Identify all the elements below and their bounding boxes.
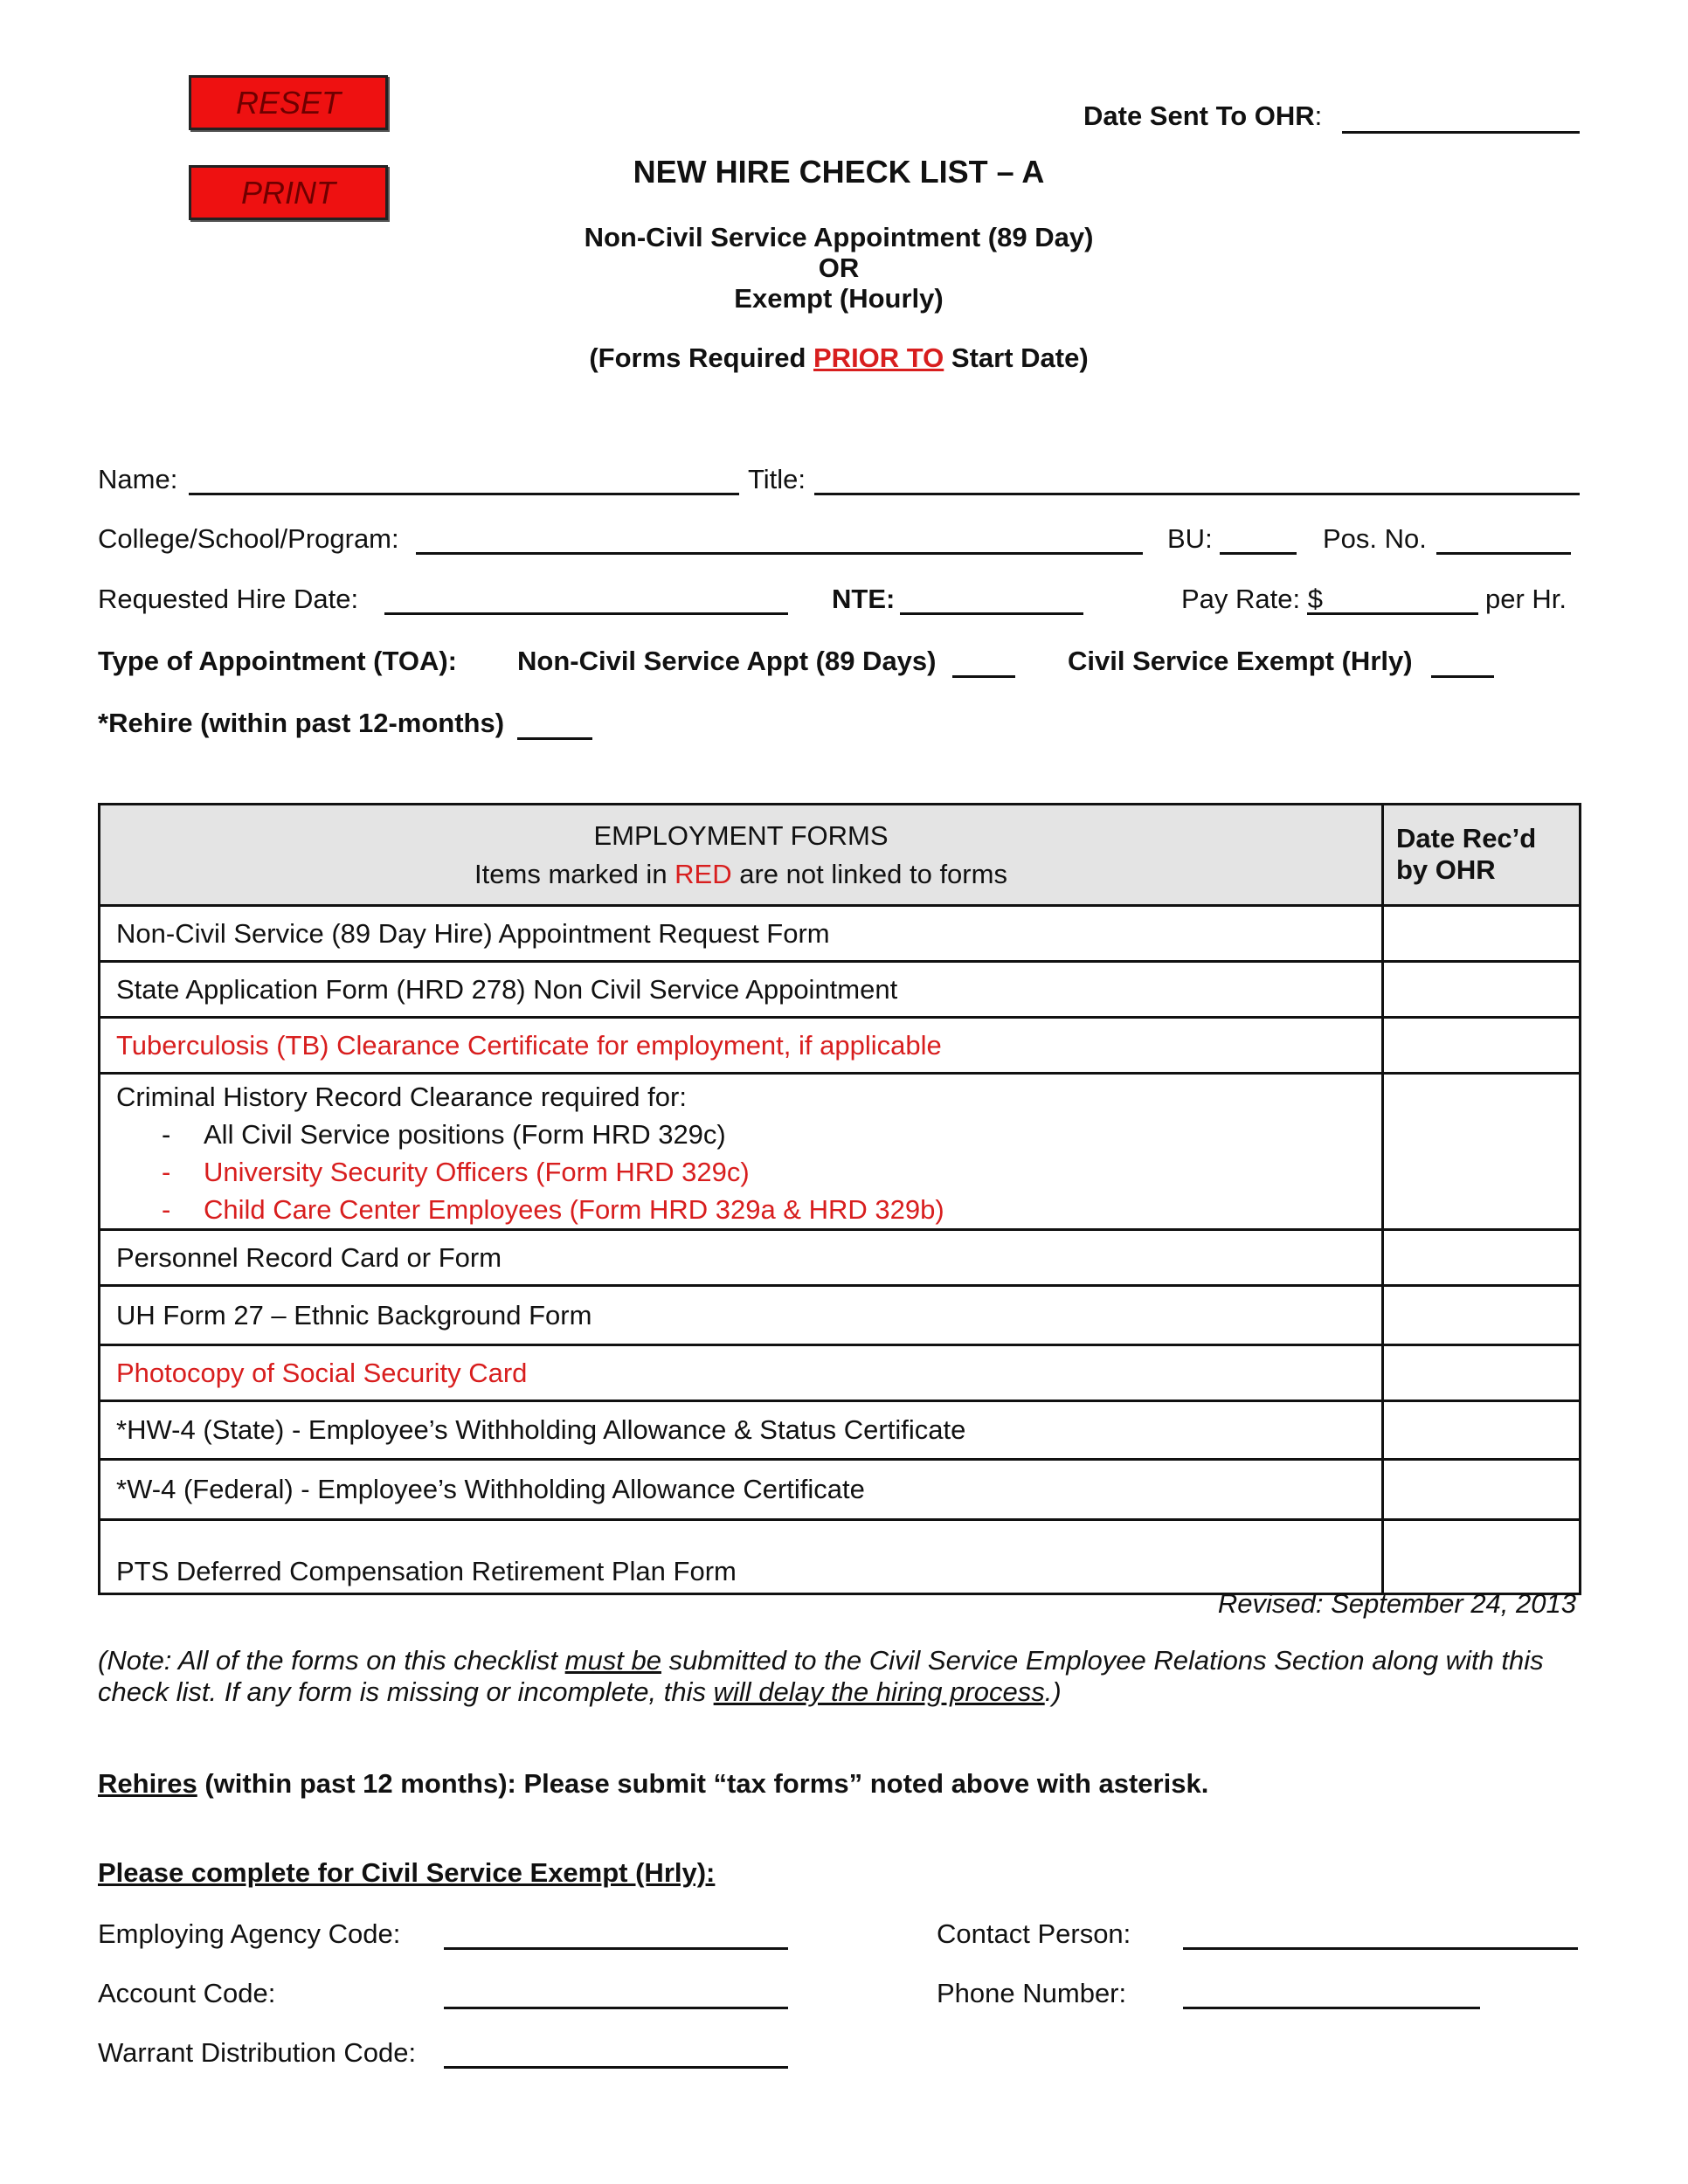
prior-to-text: PRIOR TO — [813, 342, 944, 373]
table-row — [100, 906, 1581, 962]
phone-number-label: Phone Number: — [937, 1978, 1127, 2008]
table-row — [100, 1460, 1581, 1520]
form-item-uh-form-27: UH Form 27 – Ethnic Background Form — [100, 1286, 1383, 1345]
date-sent-field[interactable] — [1342, 96, 1583, 133]
date-received-cell[interactable] — [1383, 1230, 1581, 1286]
date-sent-label: Date Sent To OHR: — [1083, 100, 1323, 131]
warrant-code-label: Warrant Distribution Code: — [98, 2037, 417, 2068]
bu-label: BU: — [1167, 523, 1213, 554]
date-received-cell[interactable] — [1383, 1345, 1581, 1401]
forms-header-sub: Items marked in RED are not linked to forms — [474, 858, 1007, 889]
phone-number-underline — [1183, 2007, 1480, 2009]
reset-button[interactable]: RESET — [189, 75, 388, 130]
agency-code-underline — [444, 1947, 788, 1950]
table-row — [100, 1401, 1581, 1460]
college-label: College/School/Program: — [98, 523, 399, 554]
table-row — [100, 1345, 1581, 1401]
date-received-cell[interactable] — [1383, 1460, 1581, 1520]
rehires-instruction: Rehires (within past 12 months): Please submit “tax forms” noted above with asterisk. — [98, 1768, 1209, 1799]
warrant-code-underline — [444, 2066, 788, 2069]
nte-field[interactable] — [900, 577, 1087, 614]
form-item-criminal-history — [100, 1074, 1383, 1230]
date-received-cell[interactable] — [1383, 1286, 1581, 1345]
revised-date: Revised: September 24, 2013 — [1217, 1588, 1576, 1619]
pos-no-label: Pos. No. — [1323, 523, 1427, 554]
criminal-history-title: Criminal History Record Clearance required for: — [116, 1082, 687, 1112]
rehire-field[interactable] — [517, 702, 596, 739]
contact-person-field[interactable] — [1183, 1912, 1581, 1949]
college-underline — [416, 552, 1143, 555]
pay-rate-underline — [1307, 612, 1478, 615]
date-received-header: Date Rec’d by OHR — [1383, 805, 1581, 906]
table-row — [100, 962, 1581, 1018]
account-code-label: Account Code: — [98, 1978, 276, 2008]
contact-person-underline — [1183, 1947, 1578, 1950]
nte-underline — [900, 612, 1083, 615]
hire-date-underline — [384, 612, 788, 615]
date-sent-underline — [1342, 131, 1580, 134]
toa-exempt-underline — [1431, 675, 1494, 678]
warrant-code-field[interactable] — [444, 2031, 792, 2068]
table-row — [100, 1520, 1581, 1594]
college-field[interactable] — [416, 517, 1146, 554]
toa-noncivil-underline — [952, 675, 1015, 678]
hire-date-field[interactable] — [384, 577, 792, 614]
pay-rate-field[interactable] — [1325, 577, 1482, 614]
title-field[interactable] — [814, 458, 1583, 494]
exempt-section-heading: Please complete for Civil Service Exempt (Hrly): — [98, 1857, 716, 1888]
phone-number-field[interactable] — [1183, 1972, 1484, 2008]
name-field[interactable] — [189, 458, 743, 494]
table-header-row — [100, 805, 1581, 906]
nte-label: NTE: — [832, 584, 896, 614]
toa-noncivil-label: Non-Civil Service Appt (89 Days) — [517, 646, 937, 676]
table-row — [100, 1018, 1581, 1074]
table-row — [100, 1074, 1581, 1230]
subtitle-or: OR — [818, 252, 860, 283]
toa-label: Type of Appointment (TOA): — [98, 646, 457, 676]
rehire-underline — [517, 737, 592, 740]
date-received-cell[interactable] — [1383, 1074, 1581, 1230]
title-label: Title: — [748, 464, 806, 494]
toa-noncivil-field[interactable] — [952, 640, 1019, 677]
agency-code-field[interactable] — [444, 1912, 792, 1949]
form-item-89-day-request: Non-Civil Service (89 Day Hire) Appointment Request Form — [100, 906, 1383, 962]
per-hr-label: per Hr. — [1485, 584, 1567, 614]
toa-exempt-label: Civil Service Exempt (Hrly) — [1068, 646, 1413, 676]
agency-code-label: Employing Agency Code: — [98, 1918, 401, 1949]
criminal-bullet: - University Security Officers (Form HRD 329c) — [116, 1153, 1366, 1191]
print-button[interactable]: PRINT — [189, 165, 388, 220]
forms-column-header — [100, 805, 1383, 906]
employment-forms-table — [98, 803, 1581, 1595]
form-item-tb-clearance: Tuberculosis (TB) Clearance Certificate for employment, if applicable — [100, 1018, 1383, 1074]
name-underline — [189, 493, 739, 495]
page-title: NEW HIRE CHECK LIST – A — [633, 154, 1045, 190]
bu-underline — [1220, 552, 1297, 555]
form-item-state-application: State Application Form (HRD 278) Non Civil Service Appointment — [100, 962, 1383, 1018]
forms-header-title: EMPLOYMENT FORMS — [593, 819, 889, 851]
date-received-cell[interactable] — [1383, 962, 1581, 1018]
form-item-w4: *W-4 (Federal) - Employee’s Withholding Allowance Certificate — [100, 1460, 1383, 1520]
bu-field[interactable] — [1220, 517, 1300, 554]
date-received-cell[interactable] — [1383, 906, 1581, 962]
form-item-personnel-record: Personnel Record Card or Form — [100, 1230, 1383, 1286]
title-underline — [814, 493, 1580, 495]
form-item-hw4: *HW-4 (State) - Employee’s Withholding Allowance & Status Certificate — [100, 1401, 1383, 1460]
criminal-bullet: - All Civil Service positions (Form HRD 329c) — [116, 1116, 1366, 1153]
toa-exempt-field[interactable] — [1431, 640, 1498, 677]
date-received-cell[interactable] — [1383, 1018, 1581, 1074]
pos-no-field[interactable] — [1436, 517, 1574, 554]
form-item-pts-deferred: PTS Deferred Compensation Retirement Plan Form — [100, 1520, 1383, 1594]
date-received-cell[interactable] — [1383, 1520, 1581, 1594]
checklist-note: (Note: All of the forms on this checklist must be submitted to the Civil Service Employee Relations Section along with this check list. If any form is missing or incomplete, this will delay the hiring process.) — [98, 1645, 1544, 1707]
table-row — [100, 1286, 1581, 1345]
pay-rate-label: Pay Rate: $ — [1181, 584, 1323, 614]
account-code-field[interactable] — [444, 1972, 792, 2008]
contact-person-label: Contact Person: — [937, 1918, 1131, 1949]
table-row — [100, 1230, 1581, 1286]
account-code-underline — [444, 2007, 788, 2009]
rehire-label: *Rehire (within past 12-months) — [98, 708, 505, 738]
subtitle-exempt: Exempt (Hourly) — [734, 283, 944, 314]
criminal-bullet: - Child Care Center Employees (Form HRD 329a & HRD 329b) — [116, 1191, 1366, 1228]
hire-date-label: Requested Hire Date: — [98, 584, 359, 614]
pos-no-underline — [1436, 552, 1571, 555]
date-received-cell[interactable] — [1383, 1401, 1581, 1460]
name-label: Name: — [98, 464, 178, 494]
form-item-ssn-card: Photocopy of Social Security Card — [100, 1345, 1383, 1401]
forms-required-note: (Forms Required PRIOR TO Start Date) — [589, 342, 1089, 373]
subtitle-noncivil: Non-Civil Service Appointment (89 Day) — [584, 222, 1094, 252]
